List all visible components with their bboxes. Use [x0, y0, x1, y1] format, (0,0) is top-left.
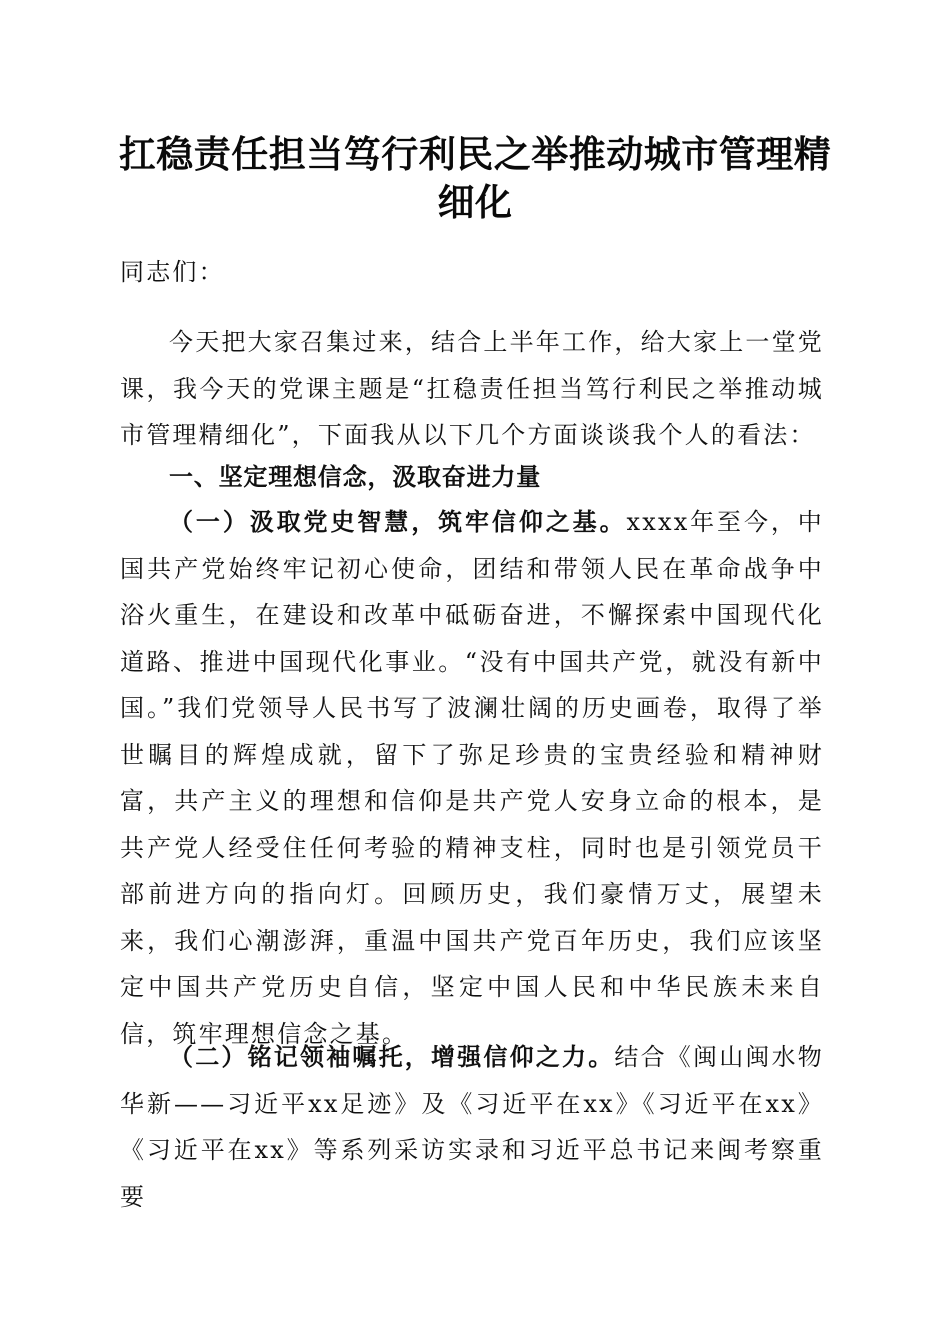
paragraph-1-2-lead: （二）铭记领袖嘱托，增强信仰之力。 [169, 1042, 615, 1071]
paragraph-1-1-text: xxxx年至今，中国共产党始终牢记初心使命，团结和带领人民在革命战争中浴火重生，在建设和改革中砥砺奋进，不懈探索中国现代化道路、推进中国现代化事业。“没有中国共产党，就没有新中国。”我们党领导人民书写了波澜壮阔的历史画卷，取得了举世瞩目的辉煌成就，留下了弥足珍贵的宝贵经验和精神财富，共产主义的理想和信仰是共产党人安身立命的根本，是共产党人经受住任何考验的精神支柱，同时也是引领党员干部前进方向的指向灯。回顾历史，我们豪情万丈，展望未来，我们心潮澎湃，重温中国共产党百年历史，我们应该坚定中国共产党历史自信，坚定中国人民和中华民族未来自信，筑牢理想信念之基。 [120, 508, 824, 1048]
document-title: 扛稳责任担当笃行利民之举推动城市管理精细化 [118, 132, 832, 224]
salutation: 同志们： [120, 258, 225, 286]
intro-paragraph: 今天把大家召集过来，结合上半年工作，给大家上一堂党课，我今天的党课主题是“扛稳责任担当笃行利民之举推动城市管理精细化”，下面我从以下几个方面谈谈我个人的看法： [120, 328, 824, 449]
paragraph-1-2-text: 结合《闽山闽水物华新——习近平xx足迹》及《习近平在xx》《习近平在xx》《习近平在xx》等系列采访实录和习近平总书记来闽考察重要 [120, 1043, 825, 1211]
paragraph-1-1-lead: （一）汲取党史智慧，筑牢信仰之基。 [169, 507, 627, 536]
section-heading-1: 一、坚定理想信念，汲取奋进力量 [169, 463, 541, 491]
paragraph-1-1 [120, 499, 824, 1057]
paragraph-1-2 [120, 1034, 824, 1220]
